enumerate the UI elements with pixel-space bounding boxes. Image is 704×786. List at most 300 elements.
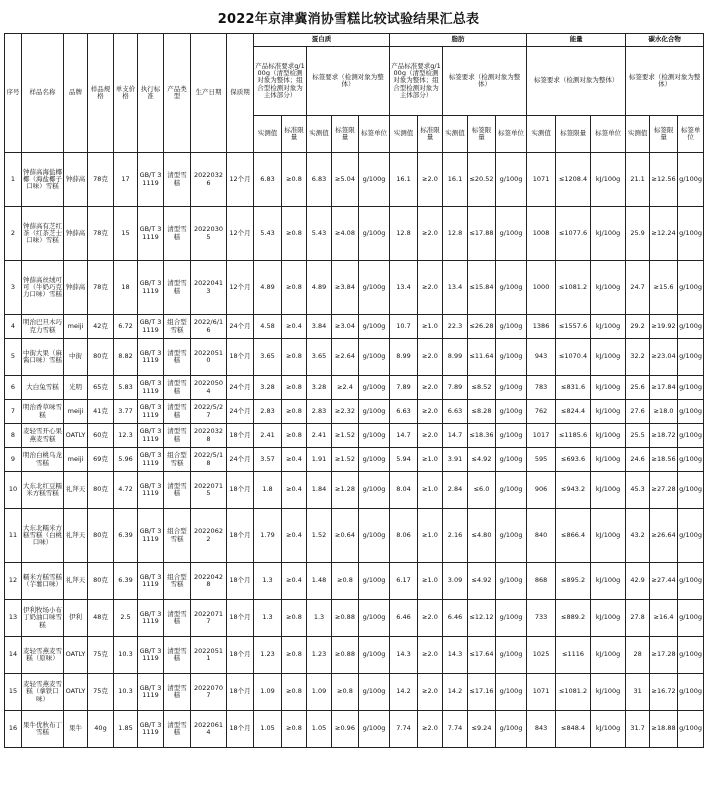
cell-protein-label-measured: 1.84 bbox=[307, 472, 332, 509]
cell-carb-label-limit: ≥15.6 bbox=[650, 261, 678, 315]
cell-protein-label-limit: ≥4.08 bbox=[332, 207, 359, 261]
cell-date: 20220510 bbox=[191, 339, 227, 376]
cell-protein-label-measured: 1.52 bbox=[307, 509, 332, 563]
cell-standard: GB/T 31119 bbox=[138, 424, 164, 448]
cell-price: 8.82 bbox=[114, 339, 138, 376]
cell-fat-label-measured: 14.2 bbox=[443, 674, 468, 711]
cell-no: 14 bbox=[5, 637, 22, 674]
cell-type: 组合型雪糕 bbox=[164, 315, 191, 339]
cell-fat-measured: 12.8 bbox=[390, 207, 418, 261]
cell-fat-label-limit: ≤11.64 bbox=[468, 339, 496, 376]
cell-date: 2022/6/16 bbox=[191, 315, 227, 339]
cell-fat-label-unit: g/100g bbox=[496, 600, 527, 637]
table-row bbox=[5, 448, 704, 472]
cell-fat-label-limit: ≤18.36 bbox=[468, 424, 496, 448]
cell-shelf: 12个月 bbox=[227, 153, 254, 207]
cell-carb-label-limit: ≥26.64 bbox=[650, 509, 678, 563]
cell-protein-label-limit: ≥1.52 bbox=[332, 424, 359, 448]
header-measured: 实测值 bbox=[527, 116, 556, 153]
cell-standard: GB/T 31119 bbox=[138, 600, 164, 637]
cell-shelf: 18个月 bbox=[227, 600, 254, 637]
cell-spec: 80克 bbox=[88, 472, 114, 509]
cell-shelf: 18个月 bbox=[227, 563, 254, 600]
cell-energy-label-unit: kJ/100g bbox=[591, 315, 626, 339]
cell-no: 5 bbox=[5, 339, 22, 376]
header-shelf: 保质期 bbox=[227, 34, 254, 153]
cell-carb-measured: 24.6 bbox=[626, 448, 650, 472]
cell-energy-label-unit: kJ/100g bbox=[591, 424, 626, 448]
cell-energy-measured: 783 bbox=[527, 376, 556, 400]
cell-carb-measured: 42.9 bbox=[626, 563, 650, 600]
cell-spec: 48克 bbox=[88, 600, 114, 637]
cell-carb-measured: 27.6 bbox=[626, 400, 650, 424]
cell-carb-label-unit: g/100g bbox=[678, 637, 704, 674]
cell-standard: GB/T 31119 bbox=[138, 637, 164, 674]
cell-energy-measured: 868 bbox=[527, 563, 556, 600]
cell-price: 1.85 bbox=[114, 711, 138, 748]
cell-energy-label-unit: kJ/100g bbox=[591, 261, 626, 315]
cell-brand: 光明 bbox=[64, 376, 88, 400]
cell-protein-label-measured: 1.48 bbox=[307, 563, 332, 600]
cell-type: 清型雪糕 bbox=[164, 711, 191, 748]
cell-carb-label-limit: ≥17.84 bbox=[650, 376, 678, 400]
cell-protein-measured: 1.3 bbox=[254, 600, 282, 637]
cell-carb-label-limit: ≥12.56 bbox=[650, 153, 678, 207]
page-title: 2022年京津冀消协雪糕比较试验结果汇总表 bbox=[217, 12, 480, 27]
cell-carb-label-unit: g/100g bbox=[678, 153, 704, 207]
cell-fat-measured: 8.06 bbox=[390, 509, 418, 563]
cell-standard: GB/T 31119 bbox=[138, 674, 164, 711]
cell-fat-label-measured: 12.8 bbox=[443, 207, 468, 261]
cell-date: 20220614 bbox=[191, 711, 227, 748]
cell-carb-measured: 32.2 bbox=[626, 339, 650, 376]
cell-fat-label-measured: 14.3 bbox=[443, 637, 468, 674]
cell-protein-std-limit: ≥0.8 bbox=[282, 637, 307, 674]
cell-fat-label-limit: ≤12.12 bbox=[468, 600, 496, 637]
cell-energy-label-unit: kJ/100g bbox=[591, 472, 626, 509]
table-row bbox=[5, 637, 704, 674]
cell-shelf: 18个月 bbox=[227, 509, 254, 563]
cell-protein-label-limit: ≥0.8 bbox=[332, 563, 359, 600]
cell-name: 钟薛高丝绒可可（牛奶巧克力口味）雪糕 bbox=[22, 261, 64, 315]
cell-shelf: 18个月 bbox=[227, 339, 254, 376]
cell-no: 12 bbox=[5, 563, 22, 600]
cell-protein-std-limit: ≥0.8 bbox=[282, 424, 307, 448]
cell-name: 麦轻雪开心果燕麦雪糕 bbox=[22, 424, 64, 448]
cell-protein-measured: 1.09 bbox=[254, 674, 282, 711]
cell-name: 中街大果（麻酱口味）雪糕 bbox=[22, 339, 64, 376]
cell-shelf: 18个月 bbox=[227, 711, 254, 748]
cell-date: 2022/5/18 bbox=[191, 448, 227, 472]
table-row bbox=[5, 339, 704, 376]
header-protein-label-req: 标签要求（检测对象为整体） bbox=[307, 47, 390, 116]
cell-protein-label-unit: g/100g bbox=[359, 400, 390, 424]
cell-carb-label-unit: g/100g bbox=[678, 400, 704, 424]
cell-protein-measured: 1.23 bbox=[254, 637, 282, 674]
cell-energy-label-limit: ≤895.2 bbox=[556, 563, 591, 600]
cell-energy-measured: 1071 bbox=[527, 674, 556, 711]
cell-fat-measured: 13.4 bbox=[390, 261, 418, 315]
cell-energy-measured: 1017 bbox=[527, 424, 556, 448]
cell-fat-measured: 16.1 bbox=[390, 153, 418, 207]
cell-type: 组合型雪糕 bbox=[164, 563, 191, 600]
cell-fat-std-limit: ≥1.0 bbox=[418, 315, 443, 339]
cell-fat-label-unit: g/100g bbox=[496, 339, 527, 376]
cell-fat-label-unit: g/100g bbox=[496, 448, 527, 472]
cell-type: 清型雪糕 bbox=[164, 376, 191, 400]
cell-date: 20220305 bbox=[191, 207, 227, 261]
cell-fat-label-unit: g/100g bbox=[496, 376, 527, 400]
cell-price: 5.96 bbox=[114, 448, 138, 472]
cell-protein-label-limit: ≥1.28 bbox=[332, 472, 359, 509]
cell-fat-std-limit: ≥2.0 bbox=[418, 376, 443, 400]
cell-protein-label-measured: 1.23 bbox=[307, 637, 332, 674]
cell-spec: 42克 bbox=[88, 315, 114, 339]
cell-fat-label-unit: g/100g bbox=[496, 563, 527, 600]
cell-protein-label-limit: ≥3.84 bbox=[332, 261, 359, 315]
cell-fat-label-unit: g/100g bbox=[496, 153, 527, 207]
table-row bbox=[5, 424, 704, 448]
header-std-limit: 标准限量 bbox=[418, 116, 443, 153]
cell-protein-label-limit: ≥2.64 bbox=[332, 339, 359, 376]
header-label-unit: 标签单位 bbox=[678, 116, 704, 153]
cell-fat-label-measured: 8.99 bbox=[443, 339, 468, 376]
cell-energy-label-limit: ≤1208.4 bbox=[556, 153, 591, 207]
cell-fat-label-measured: 6.63 bbox=[443, 400, 468, 424]
cell-shelf: 24个月 bbox=[227, 315, 254, 339]
cell-protein-label-limit: ≥0.8 bbox=[332, 674, 359, 711]
cell-carb-measured: 24.7 bbox=[626, 261, 650, 315]
cell-spec: 80克 bbox=[88, 339, 114, 376]
cell-standard: GB/T 31119 bbox=[138, 400, 164, 424]
cell-no: 11 bbox=[5, 509, 22, 563]
cell-protein-measured: 1.8 bbox=[254, 472, 282, 509]
cell-protein-label-measured: 1.3 bbox=[307, 600, 332, 637]
cell-spec: 78克 bbox=[88, 153, 114, 207]
cell-fat-label-measured: 3.91 bbox=[443, 448, 468, 472]
cell-protein-label-unit: g/100g bbox=[359, 472, 390, 509]
cell-protein-std-limit: ≥0.4 bbox=[282, 509, 307, 563]
cell-fat-label-limit: ≤20.52 bbox=[468, 153, 496, 207]
cell-standard: GB/T 31119 bbox=[138, 448, 164, 472]
cell-energy-measured: 1000 bbox=[527, 261, 556, 315]
header-measured: 实测值 bbox=[443, 116, 468, 153]
cell-fat-std-limit: ≥2.0 bbox=[418, 674, 443, 711]
cell-fat-label-unit: g/100g bbox=[496, 472, 527, 509]
cell-shelf: 18个月 bbox=[227, 637, 254, 674]
cell-date: 20220715 bbox=[191, 472, 227, 509]
cell-price: 10.3 bbox=[114, 674, 138, 711]
cell-protein-std-limit: ≥0.4 bbox=[282, 563, 307, 600]
cell-energy-label-unit: kJ/100g bbox=[591, 339, 626, 376]
cell-spec: 41克 bbox=[88, 400, 114, 424]
cell-energy-measured: 1071 bbox=[527, 153, 556, 207]
cell-carb-label-unit: g/100g bbox=[678, 261, 704, 315]
cell-energy-label-limit: ≤693.6 bbox=[556, 448, 591, 472]
cell-brand: 礼拜天 bbox=[64, 509, 88, 563]
cell-protein-measured: 1.79 bbox=[254, 509, 282, 563]
cell-type: 清型雪糕 bbox=[164, 424, 191, 448]
cell-shelf: 18个月 bbox=[227, 424, 254, 448]
cell-energy-label-unit: kJ/100g bbox=[591, 637, 626, 674]
cell-no: 7 bbox=[5, 400, 22, 424]
header-energy: 能量 bbox=[527, 34, 626, 47]
cell-protein-label-unit: g/100g bbox=[359, 424, 390, 448]
cell-no: 9 bbox=[5, 448, 22, 472]
cell-energy-label-limit: ≤831.6 bbox=[556, 376, 591, 400]
cell-fat-std-limit: ≥2.0 bbox=[418, 400, 443, 424]
cell-date: 20220717 bbox=[191, 600, 227, 637]
cell-shelf: 18个月 bbox=[227, 674, 254, 711]
cell-fat-label-measured: 6.46 bbox=[443, 600, 468, 637]
cell-carb-measured: 31 bbox=[626, 674, 650, 711]
cell-protein-label-measured: 1.05 bbox=[307, 711, 332, 748]
header-label-limit: 标签限量 bbox=[332, 116, 359, 153]
cell-brand: OATLY bbox=[64, 424, 88, 448]
cell-fat-label-limit: ≤9.24 bbox=[468, 711, 496, 748]
cell-energy-measured: 595 bbox=[527, 448, 556, 472]
cell-energy-label-unit: kJ/100g bbox=[591, 674, 626, 711]
cell-protein-label-measured: 5.43 bbox=[307, 207, 332, 261]
cell-energy-measured: 733 bbox=[527, 600, 556, 637]
cell-carb-label-unit: g/100g bbox=[678, 448, 704, 472]
cell-protein-label-unit: g/100g bbox=[359, 563, 390, 600]
header-carb-label-req: 标签要求（检测对象为整体） bbox=[626, 47, 704, 116]
cell-date: 20220511 bbox=[191, 637, 227, 674]
cell-date: 20220413 bbox=[191, 261, 227, 315]
cell-date: 20220707 bbox=[191, 674, 227, 711]
cell-energy-label-limit: ≤824.4 bbox=[556, 400, 591, 424]
cell-protein-label-unit: g/100g bbox=[359, 600, 390, 637]
cell-energy-measured: 1008 bbox=[527, 207, 556, 261]
cell-fat-label-limit: ≤8.28 bbox=[468, 400, 496, 424]
cell-fat-label-limit: ≤6.0 bbox=[468, 472, 496, 509]
cell-no: 3 bbox=[5, 261, 22, 315]
cell-spec: 80克 bbox=[88, 563, 114, 600]
cell-carb-label-limit: ≥16.4 bbox=[650, 600, 678, 637]
cell-carb-measured: 31.7 bbox=[626, 711, 650, 748]
cell-fat-std-limit: ≥1.0 bbox=[418, 509, 443, 563]
table-row bbox=[5, 711, 704, 748]
cell-protein-measured: 2.83 bbox=[254, 400, 282, 424]
cell-spec: 60克 bbox=[88, 424, 114, 448]
cell-protein-measured: 1.05 bbox=[254, 711, 282, 748]
table-row bbox=[5, 472, 704, 509]
cell-protein-label-limit: ≥0.64 bbox=[332, 509, 359, 563]
cell-no: 6 bbox=[5, 376, 22, 400]
cell-date: 20220326 bbox=[191, 153, 227, 207]
cell-carb-label-unit: g/100g bbox=[678, 600, 704, 637]
cell-fat-measured: 6.63 bbox=[390, 400, 418, 424]
cell-protein-label-unit: g/100g bbox=[359, 637, 390, 674]
cell-carb-label-limit: ≥19.92 bbox=[650, 315, 678, 339]
header-name: 样品名称 bbox=[22, 34, 64, 153]
cell-energy-label-unit: kJ/100g bbox=[591, 563, 626, 600]
header-type: 产品类型 bbox=[164, 34, 191, 153]
cell-carb-label-limit: ≥18.56 bbox=[650, 448, 678, 472]
cell-energy-measured: 943 bbox=[527, 339, 556, 376]
cell-protein-label-measured: 3.84 bbox=[307, 315, 332, 339]
cell-name: 大东北红豆糯米方糕雪糕 bbox=[22, 472, 64, 509]
cell-energy-label-limit: ≤848.4 bbox=[556, 711, 591, 748]
cell-type: 清型雪糕 bbox=[164, 153, 191, 207]
cell-type: 清型雪糕 bbox=[164, 400, 191, 424]
cell-brand: meiji bbox=[64, 315, 88, 339]
cell-spec: 40g bbox=[88, 711, 114, 748]
cell-carb-label-limit: ≥27.28 bbox=[650, 472, 678, 509]
cell-fat-std-limit: ≥2.0 bbox=[418, 153, 443, 207]
cell-no: 1 bbox=[5, 153, 22, 207]
cell-protein-label-limit: ≥3.04 bbox=[332, 315, 359, 339]
cell-fat-label-limit: ≤15.84 bbox=[468, 261, 496, 315]
cell-standard: GB/T 31119 bbox=[138, 339, 164, 376]
cell-price: 10.3 bbox=[114, 637, 138, 674]
cell-standard: GB/T 31119 bbox=[138, 315, 164, 339]
cell-carb-label-limit: ≥18.0 bbox=[650, 400, 678, 424]
cell-price: 6.39 bbox=[114, 563, 138, 600]
table-row bbox=[5, 261, 704, 315]
cell-energy-label-limit: ≤943.2 bbox=[556, 472, 591, 509]
cell-protein-std-limit: ≥0.4 bbox=[282, 315, 307, 339]
cell-protein-label-limit: ≥0.88 bbox=[332, 600, 359, 637]
cell-protein-label-measured: 1.91 bbox=[307, 448, 332, 472]
cell-carb-label-unit: g/100g bbox=[678, 711, 704, 748]
cell-shelf: 24个月 bbox=[227, 400, 254, 424]
cell-protein-measured: 3.65 bbox=[254, 339, 282, 376]
header-label-unit: 标签单位 bbox=[496, 116, 527, 153]
cell-no: 2 bbox=[5, 207, 22, 261]
cell-name: 钟薛高海盐椰椰（海盐椰子口味）雪糕 bbox=[22, 153, 64, 207]
cell-carb-label-unit: g/100g bbox=[678, 315, 704, 339]
cell-brand: 礼拜天 bbox=[64, 472, 88, 509]
header-measured: 实测值 bbox=[307, 116, 332, 153]
cell-type: 清型雪糕 bbox=[164, 674, 191, 711]
cell-fat-std-limit: ≥2.0 bbox=[418, 711, 443, 748]
cell-fat-measured: 7.74 bbox=[390, 711, 418, 748]
cell-price: 5.83 bbox=[114, 376, 138, 400]
cell-energy-label-unit: kJ/100g bbox=[591, 600, 626, 637]
cell-name: 大白兔雪糕 bbox=[22, 376, 64, 400]
cell-fat-label-limit: ≤17.16 bbox=[468, 674, 496, 711]
cell-fat-label-unit: g/100g bbox=[496, 509, 527, 563]
cell-protein-label-measured: 6.83 bbox=[307, 153, 332, 207]
cell-protein-std-limit: ≥0.8 bbox=[282, 674, 307, 711]
cell-fat-measured: 5.94 bbox=[390, 448, 418, 472]
cell-date: 20220428 bbox=[191, 563, 227, 600]
cell-protein-label-unit: g/100g bbox=[359, 674, 390, 711]
cell-fat-label-limit: ≤26.28 bbox=[468, 315, 496, 339]
cell-standard: GB/T 31119 bbox=[138, 207, 164, 261]
cell-energy-label-unit: kJ/100g bbox=[591, 153, 626, 207]
header-standard: 执行标准 bbox=[138, 34, 164, 153]
table-row bbox=[5, 563, 704, 600]
cell-fat-label-unit: g/100g bbox=[496, 424, 527, 448]
cell-fat-label-limit: ≤4.80 bbox=[468, 509, 496, 563]
header-label-limit: 标签限量 bbox=[650, 116, 678, 153]
cell-standard: GB/T 31119 bbox=[138, 563, 164, 600]
cell-no: 10 bbox=[5, 472, 22, 509]
cell-brand: meiji bbox=[64, 448, 88, 472]
table-row bbox=[5, 600, 704, 637]
cell-protein-std-limit: ≥0.8 bbox=[282, 376, 307, 400]
header-fat: 脂肪 bbox=[390, 34, 527, 47]
cell-fat-label-unit: g/100g bbox=[496, 400, 527, 424]
cell-fat-measured: 7.89 bbox=[390, 376, 418, 400]
cell-protein-measured: 4.89 bbox=[254, 261, 282, 315]
table-row bbox=[5, 315, 704, 339]
header-brand: 品牌 bbox=[64, 34, 88, 153]
cell-fat-label-limit: ≤4.92 bbox=[468, 448, 496, 472]
cell-price: 17 bbox=[114, 153, 138, 207]
header-fat-label-req: 标签要求（检测对象为整体） bbox=[443, 47, 527, 116]
cell-fat-label-measured: 2.84 bbox=[443, 472, 468, 509]
header-date: 生产日期 bbox=[191, 34, 227, 153]
cell-carb-label-unit: g/100g bbox=[678, 509, 704, 563]
cell-protein-measured: 4.58 bbox=[254, 315, 282, 339]
cell-carb-measured: 45.3 bbox=[626, 472, 650, 509]
cell-carb-label-limit: ≥16.72 bbox=[650, 674, 678, 711]
cell-protein-std-limit: ≥0.8 bbox=[282, 400, 307, 424]
header-label-unit: 标签单位 bbox=[359, 116, 390, 153]
cell-brand: OATLY bbox=[64, 674, 88, 711]
cell-type: 清型雪糕 bbox=[164, 261, 191, 315]
cell-energy-measured: 762 bbox=[527, 400, 556, 424]
table-row bbox=[5, 376, 704, 400]
cell-standard: GB/T 31119 bbox=[138, 711, 164, 748]
header-price: 单支价格 bbox=[114, 34, 138, 153]
cell-brand: 礼拜天 bbox=[64, 563, 88, 600]
cell-fat-label-unit: g/100g bbox=[496, 315, 527, 339]
cell-protein-label-limit: ≥1.52 bbox=[332, 448, 359, 472]
cell-carb-measured: 25.6 bbox=[626, 376, 650, 400]
header-measured: 实测值 bbox=[626, 116, 650, 153]
cell-brand: 果牛 bbox=[64, 711, 88, 748]
header-no: 序号 bbox=[5, 34, 22, 153]
header-fat-std-req: 产品标准要求g/100g（清型检测对象为整体；组合型检测对象为主体部分） bbox=[390, 47, 443, 116]
cell-fat-measured: 6.46 bbox=[390, 600, 418, 637]
cell-protein-label-limit: ≥0.96 bbox=[332, 711, 359, 748]
cell-type: 清型雪糕 bbox=[164, 339, 191, 376]
cell-price: 18 bbox=[114, 261, 138, 315]
cell-name: 明治白桃乌龙雪糕 bbox=[22, 448, 64, 472]
cell-price: 3.77 bbox=[114, 400, 138, 424]
cell-fat-measured: 8.99 bbox=[390, 339, 418, 376]
cell-protein-label-limit: ≥2.4 bbox=[332, 376, 359, 400]
cell-carb-measured: 43.2 bbox=[626, 509, 650, 563]
cell-standard: GB/T 31119 bbox=[138, 261, 164, 315]
table-row bbox=[5, 509, 704, 563]
cell-carb-measured: 28 bbox=[626, 637, 650, 674]
table-row bbox=[5, 207, 704, 261]
cell-carb-label-unit: g/100g bbox=[678, 563, 704, 600]
cell-name: 明治香草味雪糕 bbox=[22, 400, 64, 424]
cell-energy-label-unit: kJ/100g bbox=[591, 207, 626, 261]
cell-protein-std-limit: ≥0.8 bbox=[282, 153, 307, 207]
cell-fat-measured: 6.17 bbox=[390, 563, 418, 600]
cell-spec: 80克 bbox=[88, 509, 114, 563]
cell-protein-label-unit: g/100g bbox=[359, 153, 390, 207]
cell-protein-label-limit: ≥2.32 bbox=[332, 400, 359, 424]
cell-fat-measured: 14.3 bbox=[390, 637, 418, 674]
cell-energy-label-unit: kJ/100g bbox=[591, 711, 626, 748]
header-spec: 样品规格 bbox=[88, 34, 114, 153]
cell-shelf: 18个月 bbox=[227, 472, 254, 509]
cell-energy-label-limit: ≤866.4 bbox=[556, 509, 591, 563]
cell-fat-std-limit: ≥1.0 bbox=[418, 448, 443, 472]
cell-carb-measured: 25.9 bbox=[626, 207, 650, 261]
cell-protein-std-limit: ≥0.8 bbox=[282, 207, 307, 261]
cell-fat-label-measured: 22.3 bbox=[443, 315, 468, 339]
